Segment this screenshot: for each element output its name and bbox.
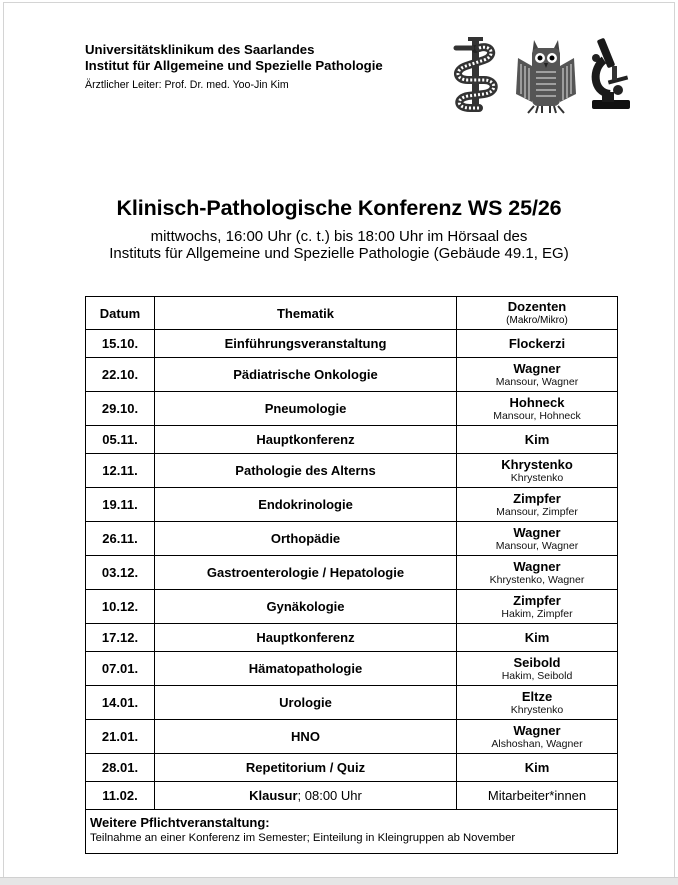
- table-row: [86, 624, 618, 652]
- secondary-lecturers: Alshoshan, Wagner: [491, 737, 583, 750]
- column-header-date: Datum: [86, 297, 155, 330]
- footer-row: [86, 810, 618, 854]
- date-cell: 12.11.: [86, 454, 155, 488]
- staff-of-asclepius-icon: [452, 36, 500, 114]
- lead-lecturer: Wagner: [513, 558, 561, 574]
- secondary-lecturers: Hakim, Zimpfer: [501, 607, 573, 620]
- table-row: [86, 686, 618, 720]
- topic-cell: [155, 754, 457, 782]
- topic-label: Hauptkonferenz: [256, 630, 355, 645]
- lead-lecturer: Kim: [524, 630, 550, 645]
- institute-name: Institut für Allgemeine und Spezielle Pathologie: [85, 58, 383, 73]
- table-row: [86, 652, 618, 686]
- lecturers-cell: [457, 330, 618, 358]
- date-cell: 05.11.: [86, 426, 155, 454]
- date-cell: 21.01.: [86, 720, 155, 754]
- lead-lecturer: Kim: [524, 432, 550, 447]
- topic-cell: [155, 330, 457, 358]
- secondary-lecturers: Mansour, Hohneck: [493, 409, 581, 422]
- topic-label: Endokrinologie: [258, 497, 353, 512]
- table-row: [86, 358, 618, 392]
- secondary-lecturers: Mansour, Wagner: [495, 539, 579, 552]
- lead-lecturer: Wagner: [513, 524, 561, 540]
- topic-cell: [155, 652, 457, 686]
- topic-suffix: ; 08:00 Uhr: [297, 788, 362, 803]
- secondary-lecturers: Mansour, Wagner: [495, 375, 579, 388]
- topic-label: Orthopädie: [270, 531, 341, 546]
- topic-label: HNO: [291, 729, 320, 744]
- topic-label: Klausur: [249, 788, 298, 803]
- letterhead: [85, 42, 383, 91]
- secondary-lecturers: Khrystenko: [510, 703, 564, 716]
- lead-lecturer: Zimpfer: [513, 592, 561, 608]
- date-cell: 28.01.: [86, 754, 155, 782]
- lecturers-cell: [457, 624, 618, 652]
- lead-lecturer: Kim: [524, 760, 550, 775]
- topic-cell: [155, 488, 457, 522]
- director-line: Ärztlicher Leiter: Prof. Dr. med. Yoo-Jin Kim: [85, 79, 289, 91]
- footer-cell: [86, 810, 618, 854]
- schedule-table: [85, 296, 618, 854]
- topic-label: Hämatopathologie: [248, 661, 363, 676]
- secondary-lecturers: Mansour, Zimpfer: [496, 505, 578, 518]
- column-header-lecturers-sub: (Makro/Mikro): [506, 315, 568, 326]
- lead-lecturer: Seibold: [513, 654, 561, 670]
- lecturers-cell: [457, 488, 618, 522]
- owl-icon: [514, 36, 578, 114]
- topic-label: Einführungsveranstaltung: [224, 336, 387, 351]
- date-cell: 17.12.: [86, 624, 155, 652]
- document-title: Klinisch-Pathologische Konferenz WS 25/26: [116, 196, 562, 220]
- table-row: [86, 556, 618, 590]
- lead-lecturer: Khrystenko: [501, 456, 573, 472]
- footer-title: Weitere Pflichtveranstaltung:: [90, 815, 270, 830]
- lecturers-cell: [457, 522, 618, 556]
- lead-lecturer: Wagner: [513, 360, 561, 376]
- table-header-row: [86, 297, 618, 330]
- lead-lecturer: Eltze: [521, 688, 553, 704]
- column-header-lecturers: [457, 297, 618, 330]
- table-row: [86, 720, 618, 754]
- topic-cell: [155, 522, 457, 556]
- date-cell: 07.01.: [86, 652, 155, 686]
- lecturers-cell: [457, 652, 618, 686]
- topic-label: Pneumologie: [264, 401, 347, 416]
- date-cell: 14.01.: [86, 686, 155, 720]
- table-row: [86, 522, 618, 556]
- column-header-lecturers-label: Dozenten: [507, 299, 567, 314]
- date-cell: 10.12.: [86, 590, 155, 624]
- table-row: [86, 590, 618, 624]
- topic-cell: [155, 590, 457, 624]
- table-row: [86, 782, 618, 810]
- topic-cell: [155, 426, 457, 454]
- secondary-lecturers: Khrystenko, Wagner: [489, 573, 585, 586]
- topic-cell: [155, 358, 457, 392]
- table-row: [86, 454, 618, 488]
- table-row: [86, 754, 618, 782]
- topic-cell: [155, 392, 457, 426]
- lecturers-cell: [457, 754, 618, 782]
- column-header-topic: Thematik: [155, 297, 457, 330]
- lecturers-cell: [457, 782, 618, 810]
- topic-cell: [155, 454, 457, 488]
- footer-text: Teilnahme an einer Konferenz im Semester; Einteilung in Kleingruppen ab November: [90, 832, 516, 844]
- topic-label: Gastroenterologie / Hepatologie: [206, 565, 405, 580]
- lead-lecturer: Mitarbeiter*innen: [487, 788, 587, 803]
- topic-label: Hauptkonferenz: [256, 432, 355, 447]
- date-cell: 11.02.: [86, 782, 155, 810]
- topic-cell: [155, 556, 457, 590]
- table-row: [86, 426, 618, 454]
- date-cell: 29.10.: [86, 392, 155, 426]
- topic-label: Gynäkologie: [266, 599, 345, 614]
- topic-label: Repetitorium / Quiz: [245, 760, 366, 775]
- date-cell: 26.11.: [86, 522, 155, 556]
- lecturers-cell: [457, 454, 618, 488]
- lead-lecturer: Hohneck: [509, 394, 565, 410]
- lecturers-cell: [457, 720, 618, 754]
- topic-cell: [155, 686, 457, 720]
- date-cell: 03.12.: [86, 556, 155, 590]
- subtitle-location: Instituts für Allgemeine und Spezielle Pathologie (Gebäude 49.1, EG): [109, 245, 569, 262]
- lecturers-cell: [457, 686, 618, 720]
- lead-lecturer: Zimpfer: [513, 490, 561, 506]
- date-cell: 22.10.: [86, 358, 155, 392]
- institution-name: Universitätsklinikum des Saarlandes: [85, 42, 315, 57]
- lead-lecturer: Flockerzi: [508, 336, 566, 351]
- date-cell: 15.10.: [86, 330, 155, 358]
- lecturers-cell: [457, 590, 618, 624]
- table-row: [86, 392, 618, 426]
- topic-label: Pädiatrische Onkologie: [233, 367, 378, 382]
- topic-cell: [155, 720, 457, 754]
- topic-label: Pathologie des Alterns: [235, 463, 376, 478]
- topic-label: Urologie: [279, 695, 332, 710]
- lecturers-cell: [457, 392, 618, 426]
- lecturers-cell: [457, 556, 618, 590]
- microscope-icon: [588, 36, 634, 114]
- secondary-lecturers: Khrystenko: [510, 471, 564, 484]
- secondary-lecturers: Hakim, Seibold: [501, 669, 573, 682]
- lecturers-cell: [457, 426, 618, 454]
- lead-lecturer: Wagner: [513, 722, 561, 738]
- table-row: [86, 488, 618, 522]
- table-row: [86, 330, 618, 358]
- subtitle-time: mittwochs, 16:00 Uhr (c. t.) bis 18:00 Uhr im Hörsaal des: [150, 228, 528, 245]
- lecturers-cell: [457, 358, 618, 392]
- topic-cell: [155, 782, 457, 810]
- date-cell: 19.11.: [86, 488, 155, 522]
- topic-cell: [155, 624, 457, 652]
